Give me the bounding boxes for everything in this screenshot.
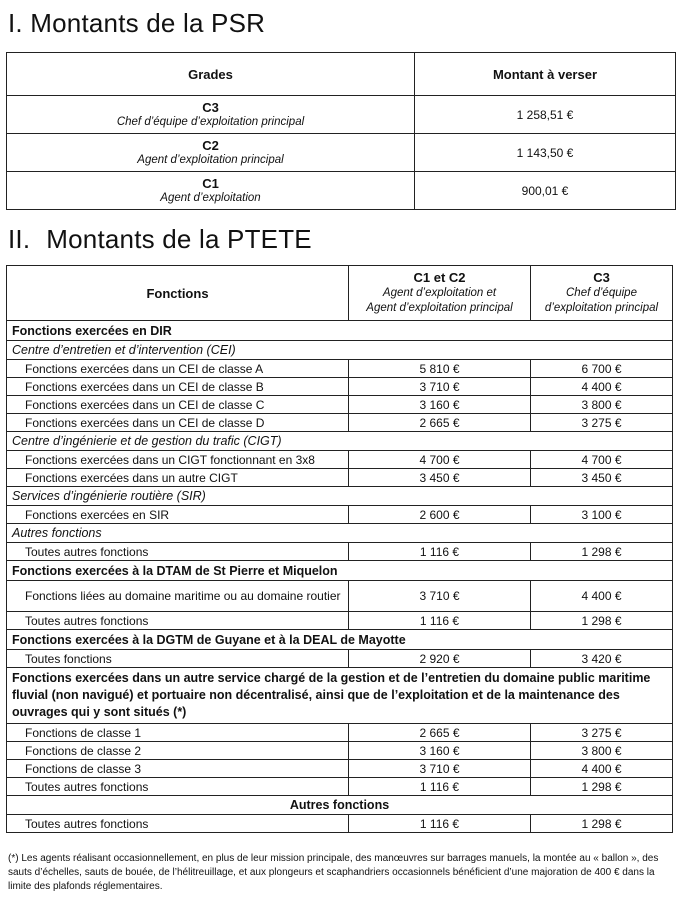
amount-c3: 3 275 €	[531, 724, 673, 742]
amount-c1-c2: 3 160 €	[349, 396, 531, 414]
header-grades: Grades	[7, 53, 415, 96]
section-number: II.	[8, 224, 31, 254]
header-sub: d’exploitation principal	[544, 302, 659, 314]
function-label: Fonctions liées au domaine maritime ou au domaine routier	[7, 581, 349, 612]
ptete-header-row	[7, 266, 673, 321]
subcategory-row	[7, 432, 673, 451]
function-label: Fonctions exercées dans un CIGT fonctionnant en 3x8	[7, 451, 349, 469]
header-code: C3	[593, 270, 610, 285]
function-label: Toutes autres fonctions	[7, 778, 349, 796]
subcategory-row	[7, 341, 673, 360]
section-title-ptete	[8, 224, 312, 255]
category-row	[7, 630, 673, 650]
table-row	[7, 650, 673, 668]
table-row	[7, 612, 673, 630]
amount-c1-c2: 1 116 €	[349, 543, 531, 561]
table-row	[7, 360, 673, 378]
function-label: Fonctions exercées dans un CEI de classe C	[7, 396, 349, 414]
table-row	[7, 469, 673, 487]
function-label: Fonctions exercées dans un CEI de classe B	[7, 378, 349, 396]
amount-c3: 3 800 €	[531, 742, 673, 760]
function-label: Fonctions exercées dans un autre CIGT	[7, 469, 349, 487]
header-c3	[531, 266, 673, 321]
section-title-psr: I. Montants de la PSR	[8, 8, 266, 38]
subcategory-label: Centre d’ingénierie et de gestion du trafic (CIGT)	[7, 432, 673, 451]
table-row	[7, 451, 673, 469]
function-label: Toutes autres fonctions	[7, 543, 349, 561]
header-montant: Montant à verser	[415, 53, 676, 96]
amount-cell: 1 258,51 €	[415, 96, 676, 134]
grade-cell	[7, 172, 415, 210]
psr-table	[6, 52, 676, 210]
table-row	[7, 396, 673, 414]
amount-c1-c2: 3 710 €	[349, 760, 531, 778]
category-label: Autres fonctions	[7, 796, 673, 815]
function-label: Toutes fonctions	[7, 650, 349, 668]
header-sub: Agent d’exploitation et	[382, 287, 497, 299]
function-label: Fonctions de classe 3	[7, 760, 349, 778]
subcategory-row	[7, 524, 673, 543]
psr-row	[7, 134, 676, 172]
psr-row	[7, 96, 676, 134]
table-row	[7, 778, 673, 796]
amount-c3: 3 450 €	[531, 469, 673, 487]
category-label: Fonctions exercées à la DTAM de St Pierre et Miquelon	[7, 561, 673, 581]
table-row	[7, 760, 673, 778]
amount-c1-c2: 1 116 €	[349, 612, 531, 630]
function-label: Fonctions exercées dans un CEI de classe D	[7, 414, 349, 432]
header-code: C1 et C2	[413, 270, 466, 285]
category-row	[7, 796, 673, 815]
grade-code: C3	[202, 99, 219, 115]
grade-code: C1	[202, 175, 219, 191]
function-label: Fonctions exercées en SIR	[7, 506, 349, 524]
amount-c3: 1 298 €	[531, 612, 673, 630]
subcategory-label: Centre d’entretien et d’intervention (CEI)	[7, 341, 673, 360]
amount-c3: 3 420 €	[531, 650, 673, 668]
amount-cell: 1 143,50 €	[415, 134, 676, 172]
section-title-text: Montants de la PTETE	[46, 224, 312, 254]
subcategory-label: Services d’ingénierie routière (SIR)	[7, 487, 673, 506]
amount-c3: 1 298 €	[531, 815, 673, 833]
psr-row	[7, 172, 676, 210]
table-row	[7, 378, 673, 396]
table-row	[7, 506, 673, 524]
amount-c3: 4 400 €	[531, 760, 673, 778]
subcategory-row	[7, 487, 673, 506]
amount-c3: 4 700 €	[531, 451, 673, 469]
grade-cell	[7, 134, 415, 172]
footnote: (*) Les agents réalisant occasionnellement, en plus de leur mission principale, des manœuvres sur barrages manuels, la montée au « ballon », des sauts d’échelles, sauts de bouée, de l’hélitreuillage, et aux plongeurs et scaphandriers occasionnels bénéficient d’une majoration de 400 € dans la limite des plafonds réglementaires.	[8, 853, 659, 892]
header-fonctions: Fonctions	[7, 266, 349, 321]
amount-c1-c2: 3 710 €	[349, 581, 531, 612]
grade-code: C2	[202, 137, 219, 153]
grade-name: Agent d’exploitation	[160, 191, 261, 204]
amount-c1-c2: 2 665 €	[349, 414, 531, 432]
table-row	[7, 742, 673, 760]
amount-c1-c2: 3 450 €	[349, 469, 531, 487]
amount-c1-c2: 3 710 €	[349, 378, 531, 396]
amount-c3: 4 400 €	[531, 581, 673, 612]
subcategory-label: Autres fonctions	[7, 524, 673, 543]
function-label: Fonctions exercées dans un CEI de classe A	[7, 360, 349, 378]
amount-c3: 1 298 €	[531, 778, 673, 796]
psr-header-row	[7, 53, 676, 96]
amount-c3: 3 275 €	[531, 414, 673, 432]
function-label: Toutes autres fonctions	[7, 815, 349, 833]
grade-cell	[7, 96, 415, 134]
header-sub: Agent d’exploitation principal	[366, 302, 513, 314]
amount-c3: 3 100 €	[531, 506, 673, 524]
amount-c1-c2: 2 920 €	[349, 650, 531, 668]
amount-c3: 6 700 €	[531, 360, 673, 378]
table-row	[7, 581, 673, 612]
amount-c3: 4 400 €	[531, 378, 673, 396]
grade-name: Agent d’exploitation principal	[137, 153, 284, 166]
ptete-table	[6, 265, 673, 833]
amount-c1-c2: 2 665 €	[349, 724, 531, 742]
amount-cell: 900,01 €	[415, 172, 676, 210]
amount-c1-c2: 4 700 €	[349, 451, 531, 469]
grade-name: Chef d’équipe d’exploitation principal	[116, 115, 305, 128]
header-sub: Chef d’équipe	[566, 287, 637, 299]
category-row	[7, 561, 673, 581]
table-row	[7, 815, 673, 833]
amount-c1-c2: 1 116 €	[349, 815, 531, 833]
function-label: Fonctions de classe 2	[7, 742, 349, 760]
amount-c1-c2: 5 810 €	[349, 360, 531, 378]
category-label: Fonctions exercées en DIR	[7, 321, 673, 341]
category-row	[7, 321, 673, 341]
amount-c3: 3 800 €	[531, 396, 673, 414]
table-row	[7, 414, 673, 432]
category-label: Fonctions exercées à la DGTM de Guyane et à la DEAL de Mayotte	[7, 630, 673, 650]
amount-c3: 1 298 €	[531, 543, 673, 561]
header-c1-c2	[349, 266, 531, 321]
function-label: Fonctions de classe 1	[7, 724, 349, 742]
table-row	[7, 724, 673, 742]
amount-c1-c2: 3 160 €	[349, 742, 531, 760]
category-row	[7, 668, 673, 724]
amount-c1-c2: 2 600 €	[349, 506, 531, 524]
category-label: Fonctions exercées dans un autre service chargé de la gestion et de l’entretien du domaine public maritime fluvial (non navigué) et portuaire non décentralisé, ainsi que de l’exploitation et de la maintenance des ouvrages qui y sont situés (*)	[7, 668, 673, 724]
function-label: Toutes autres fonctions	[7, 612, 349, 630]
amount-c1-c2: 1 116 €	[349, 778, 531, 796]
table-row	[7, 543, 673, 561]
